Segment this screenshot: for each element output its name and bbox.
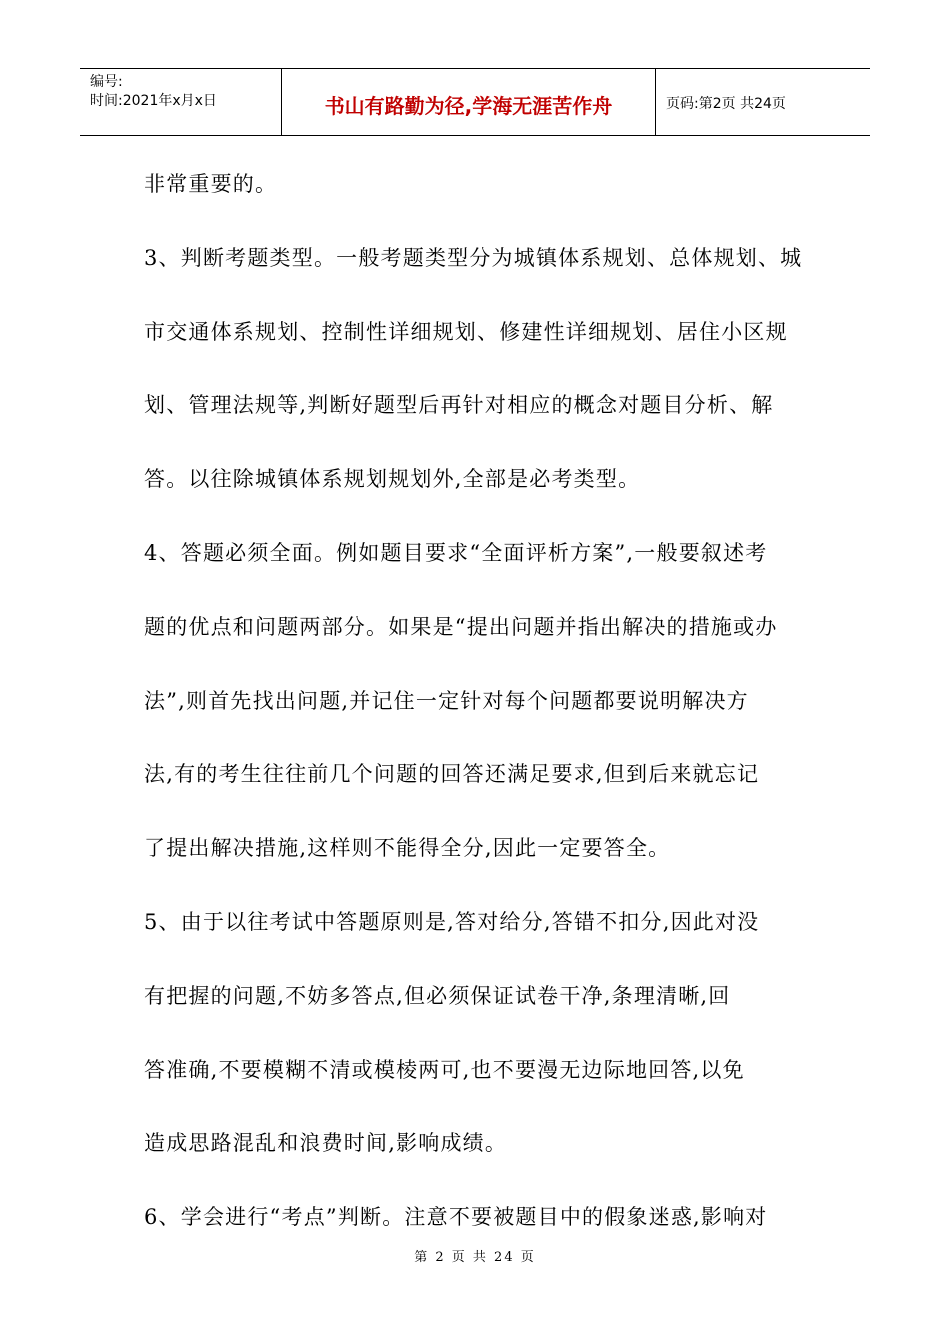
body-line: 答。以往除城镇体系规划规划外,全部是必考类型。 (144, 467, 641, 492)
body-line: 法,有的考生往往前几个问题的回答还满足要求,但到后来就忘记 (144, 762, 760, 787)
body-line: 3、判断考题类型。一般考题类型分为城镇体系规划、总体规划、城 (144, 245, 803, 270)
body-line: 造成思路混乱和浪费时间,影响成绩。 (144, 1131, 508, 1156)
header-meta (80, 69, 282, 135)
body-line: 了提出解决措施,这样则不能得全分,因此一定要答全。 (144, 836, 671, 861)
document-body (144, 148, 812, 1255)
page-footer: 第 2 页 共 24 页 (414, 1250, 536, 1265)
body-line: 市交通体系规划、控制性详细规划、修建性详细规划、居住小区规 (144, 319, 788, 344)
body-line: 4、答题必须全面。例如题目要求“全面评析方案”,一般要叙述考 (144, 540, 768, 565)
document-number-label: 编号: (90, 74, 123, 90)
body-line: 答准确,不要模糊不清或模棱两可,也不要漫无边际地回答,以免 (144, 1057, 745, 1082)
body-line: 划、管理法规等,判断好题型后再针对相应的概念对题目分析、解 (144, 393, 774, 418)
body-line: 有把握的问题,不妨多答点,但必须保证试卷干净,条理清晰,回 (144, 983, 731, 1008)
body-line: 题的优点和问题两部分。如果是“提出问题并指出解决的措施或办 (144, 614, 778, 639)
body-line: 6、学会进行“考点”判断。注意不要被题目中的假象迷惑,影响对 (144, 1205, 768, 1230)
body-line: 法”,则首先找出问题,并记住一定针对每个问题都要说明解决方 (144, 688, 749, 713)
body-line: 非常重要的。 (144, 172, 278, 196)
body-line: 5、由于以往考试中答题原则是,答对给分,答错不扣分,因此对没 (144, 909, 760, 934)
page-header (80, 68, 870, 136)
document-time-label: 时间:2021年x月x日 (90, 93, 217, 109)
header-motto: 书山有路勤为径,学海无涯苦作舟 (282, 69, 656, 135)
header-page-info: 页码:第2页 共24页 (666, 96, 786, 112)
